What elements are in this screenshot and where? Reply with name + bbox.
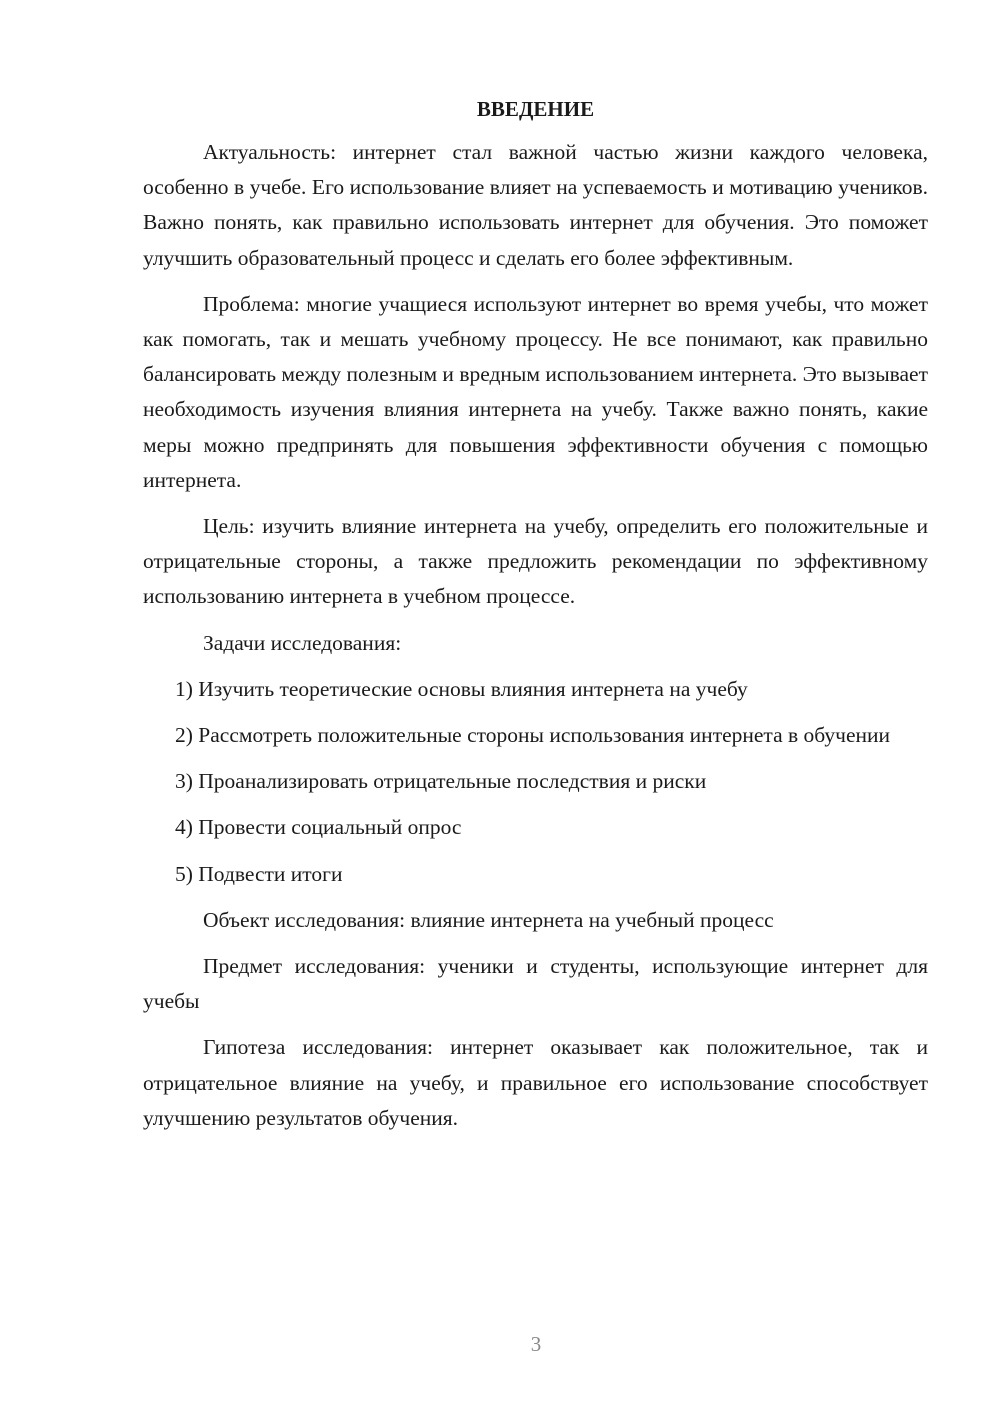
paragraph-object: Объект исследования: влияние интернета на учебный процесс <box>203 907 774 932</box>
task-item: 5) Подвести итоги <box>175 861 343 886</box>
section-title: ВВЕДЕНИЕ <box>476 97 595 121</box>
task-item: 2) Рассмотреть положительные стороны использования интернета в обучении <box>175 723 891 748</box>
task-item: 4) Провести социальный опрос <box>175 815 462 840</box>
paragraph-subject: Предмет исследования: ученики и студенты, использующие интернет для учебы <box>143 954 928 1014</box>
document-page <box>143 92 928 1147</box>
paragraph-relevance: Актуальность: интернет стал важной частью жизни каждого человека, особенно в учебе. Его использование влияет на успеваемость и мотивацию учеников. Важно понять, как правильно использовать интернет для обучения. Это поможет улучшить образовательный процесс и сделать его более эффективным. <box>143 140 928 270</box>
task-item: 3) Проанализировать отрицательные последствия и риски <box>175 769 707 794</box>
paragraph-problem: Проблема: многие учащиеся используют интернет во время учебы, что может как помогать, так и мешать учебному процессу. Не все понимают, как правильно балансировать между полезным и вредным использованием интернета. Это вызывает необходимость изучения влияния интернета на учебу. Также важно понять, какие меры можно предпринять для повышения эффективности обучения с помощью интернета. <box>143 291 928 492</box>
paragraph-goal: Цель: изучить влияние интернета на учебу, определить его положительные и отрицательные стороны, а также предложить рекомендации по эффективному использованию интернета в учебном процессе. <box>143 514 928 609</box>
task-item: 1) Изучить теоретические основы влияния интернета на учебу <box>175 676 748 701</box>
paragraph-hypothesis: Гипотеза исследования: интернет оказывает как положительное, так и отрицательное влияние на учебу, и правильное его использование способствует улучшению результатов обучения. <box>143 1035 928 1130</box>
page-number: 3 <box>530 1332 542 1356</box>
paragraph-tasks-heading: Задачи исследования: <box>203 630 402 655</box>
